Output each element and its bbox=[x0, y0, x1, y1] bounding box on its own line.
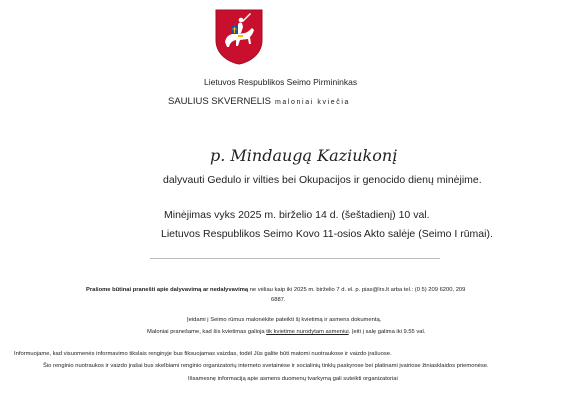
rsvp-details: ne vėliau kaip iki 2025 m. birželio 7 d. el. p. pias@lrs.lt arba tel.: (0 5) 209 6200, 209 bbox=[249, 287, 466, 293]
host-name: SAULIUS SKVERNELIS bbox=[168, 96, 271, 107]
validity-notice bbox=[147, 329, 425, 335]
host-name-line bbox=[168, 96, 350, 107]
entry-notice: Įeidami į Seimo rūmus malonėkite pateikti šį kvietimą ir asmens dokumentą. bbox=[187, 317, 382, 323]
event-place: Lietuvos Respublikos Seimo Kovo 11-osios Akto salėje (Seimo I rūmai). bbox=[161, 228, 493, 240]
vytis-coat-of-arms-icon bbox=[214, 8, 264, 66]
rsvp-bold: Prašome būtinai pranešti apie dalyvavimą ar nedalyvavimą bbox=[86, 287, 249, 293]
rsvp-line bbox=[86, 287, 465, 293]
validity-underlined: tik kvietime nurodytam asmeniui bbox=[266, 329, 349, 335]
host-title: Lietuvos Respublikos Seimo Pirmininkas bbox=[204, 77, 358, 87]
info-line-1: Informuojame, kad visuomenės informavimo tikslais renginyje bus fiksuojamas vaizdas, todėl Jūs galite būti matomi nuotraukose ir vaizdo įrašuose. bbox=[14, 351, 392, 357]
event-description: dalyvauti Gedulo ir vilties bei Okupacijos ir genocido dienų minėjime. bbox=[163, 174, 482, 186]
info-line-3: Išsamesnę informaciją apie asmens duomenų tvarkymą gali suteikti organizatoriai bbox=[188, 376, 398, 382]
divider bbox=[150, 258, 440, 259]
guest-name: p. Mindaugą Kaziukonį bbox=[210, 146, 398, 165]
info-line-2: Šio renginio nuotraukos ir vaizdo įrašai bus skelbiami renginio organizatorių interneto svetainėse ir socialinių tinklų paskyrose bei platinami įvairiose žiniasklaidos priemonėse. bbox=[43, 363, 489, 369]
validity-post: . Įeiti į salę galima iki 9.55 val. bbox=[348, 329, 426, 335]
event-date: Minėjimas vyks 2025 m. birželio 14 d. (šeštadienį) 10 val. bbox=[164, 209, 430, 221]
rsvp-continuation: 6887. bbox=[271, 297, 286, 303]
validity-pre: Maloniai pranešame, kad šis kvietimas galioja bbox=[147, 329, 265, 335]
host-invites-text: maloniai kviečia bbox=[274, 99, 350, 106]
